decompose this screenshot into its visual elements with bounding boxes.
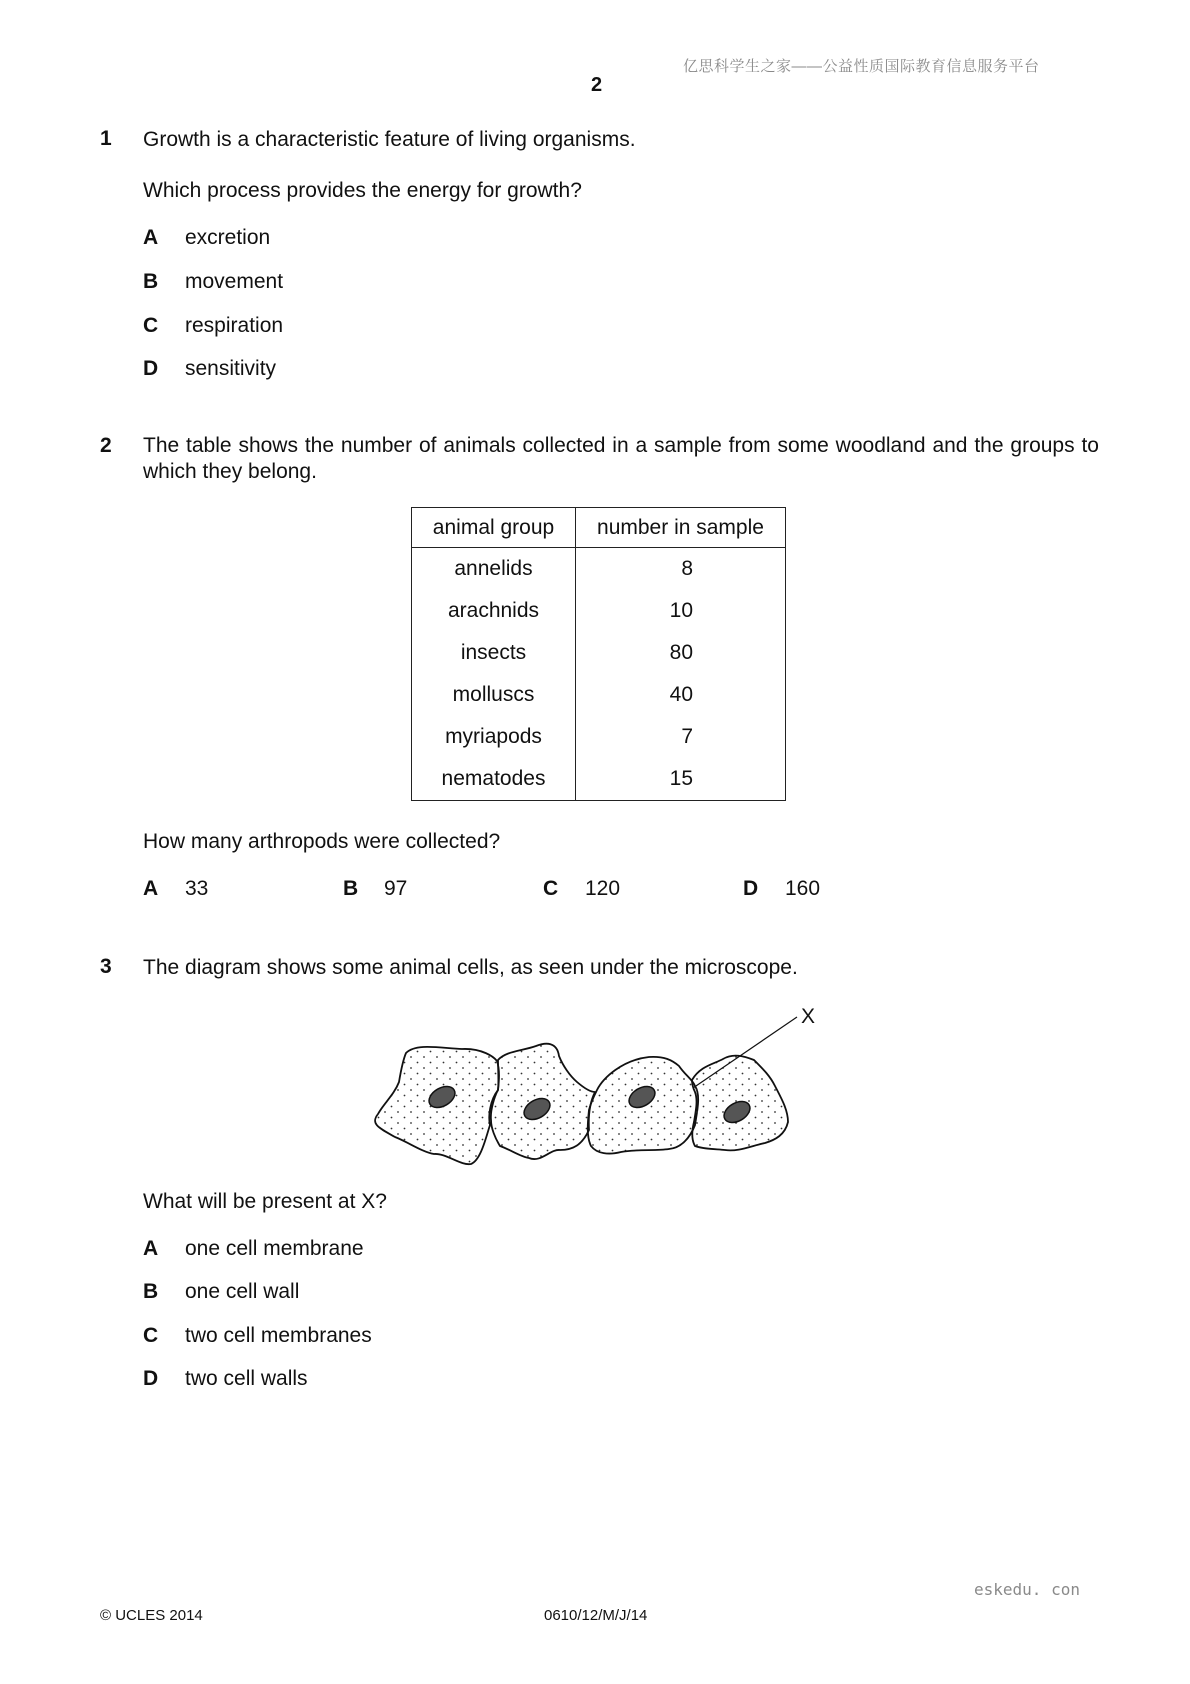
sample-table [411, 507, 786, 801]
table-row [412, 716, 786, 758]
table-cell-group: annelids [412, 548, 576, 591]
table-cell-group: nematodes [412, 758, 576, 801]
table-cell-group: insects [412, 632, 576, 674]
q3-option-c-letter: C [143, 1324, 159, 1347]
table-row [412, 590, 786, 632]
site-watermark: eskedu. con [974, 1580, 1080, 1599]
table-row [412, 674, 786, 716]
table-cell-number [576, 632, 786, 674]
question-2-prompt: How many arthropods were collected? [143, 830, 501, 853]
q3-option-a-text: one cell membrane [185, 1237, 364, 1260]
q2-option-a-text: 33 [185, 877, 209, 900]
table-row [412, 548, 786, 591]
q3-option-b-letter: B [143, 1280, 159, 1303]
table-header-number: number in sample [576, 508, 786, 548]
table-cell-number [576, 674, 786, 716]
q1-option-c-letter: C [143, 314, 159, 337]
q2-option-b-letter: B [343, 877, 359, 900]
q1-option-d-text: sensitivity [185, 357, 277, 380]
table-row [412, 758, 786, 801]
q2-option-c-letter: C [543, 877, 559, 900]
q2-option-c-text: 120 [585, 877, 621, 900]
table-cell-number [576, 548, 786, 591]
table-cell-value: 40 [669, 683, 693, 706]
footer-copyright: © UCLES 2014 [100, 1607, 203, 1624]
q2-option-b-text: 97 [384, 877, 408, 900]
table-cell-group: myriapods [412, 716, 576, 758]
q2-option-d-text: 160 [785, 877, 821, 900]
q1-option-b-letter: B [143, 270, 159, 293]
question-2-number: 2 [100, 434, 112, 457]
page-number: 2 [591, 74, 603, 96]
q2-option-a-letter: A [143, 877, 159, 900]
q1-option-c-text: respiration [185, 314, 284, 337]
table-cell-value: 7 [681, 725, 693, 748]
table-cell-number [576, 758, 786, 801]
table-cell-value: 10 [669, 599, 693, 622]
question-3-stem: The diagram shows some animal cells, as seen under the microscope. [143, 956, 798, 979]
q1-option-d-letter: D [143, 357, 159, 380]
question-1-number: 1 [100, 127, 112, 150]
question-2-stem: The table shows the number of animals collected in a sample from some woodland and the groups to which they belong. [143, 434, 1099, 483]
watermark-text: 亿思科学生之家——公益性质国际教育信息服务平台 [683, 58, 1040, 75]
q3-option-c-text: two cell membranes [185, 1324, 372, 1347]
table-cell-value: 15 [669, 767, 693, 790]
q1-option-a-text: excretion [185, 226, 271, 249]
q2-option-d-letter: D [743, 877, 759, 900]
q1-option-a-letter: A [143, 226, 159, 249]
table-cell-number [576, 716, 786, 758]
table-header-animal-group: animal group [412, 508, 576, 548]
q3-option-b-text: one cell wall [185, 1280, 300, 1303]
q3-option-a-letter: A [143, 1237, 159, 1260]
table-cell-group: arachnids [412, 590, 576, 632]
animal-cells-diagram [370, 1000, 820, 1175]
question-3-prompt: What will be present at X? [143, 1190, 387, 1213]
label-x: X [801, 1005, 816, 1028]
q3-option-d-letter: D [143, 1367, 159, 1390]
table-row [412, 632, 786, 674]
q3-option-d-text: two cell walls [185, 1367, 308, 1390]
table-cell-number [576, 590, 786, 632]
q1-option-b-text: movement [185, 270, 284, 293]
table-cell-value: 80 [669, 641, 693, 664]
table-cell-value: 8 [681, 557, 693, 580]
question-1-prompt: Which process provides the energy for growth? [143, 179, 582, 202]
question-1-stem: Growth is a characteristic feature of living organisms. [143, 128, 636, 151]
footer-exam-code: 0610/12/M/J/14 [544, 1607, 648, 1624]
question-3-number: 3 [100, 955, 112, 978]
table-cell-group: molluscs [412, 674, 576, 716]
table-header-row [412, 508, 786, 548]
